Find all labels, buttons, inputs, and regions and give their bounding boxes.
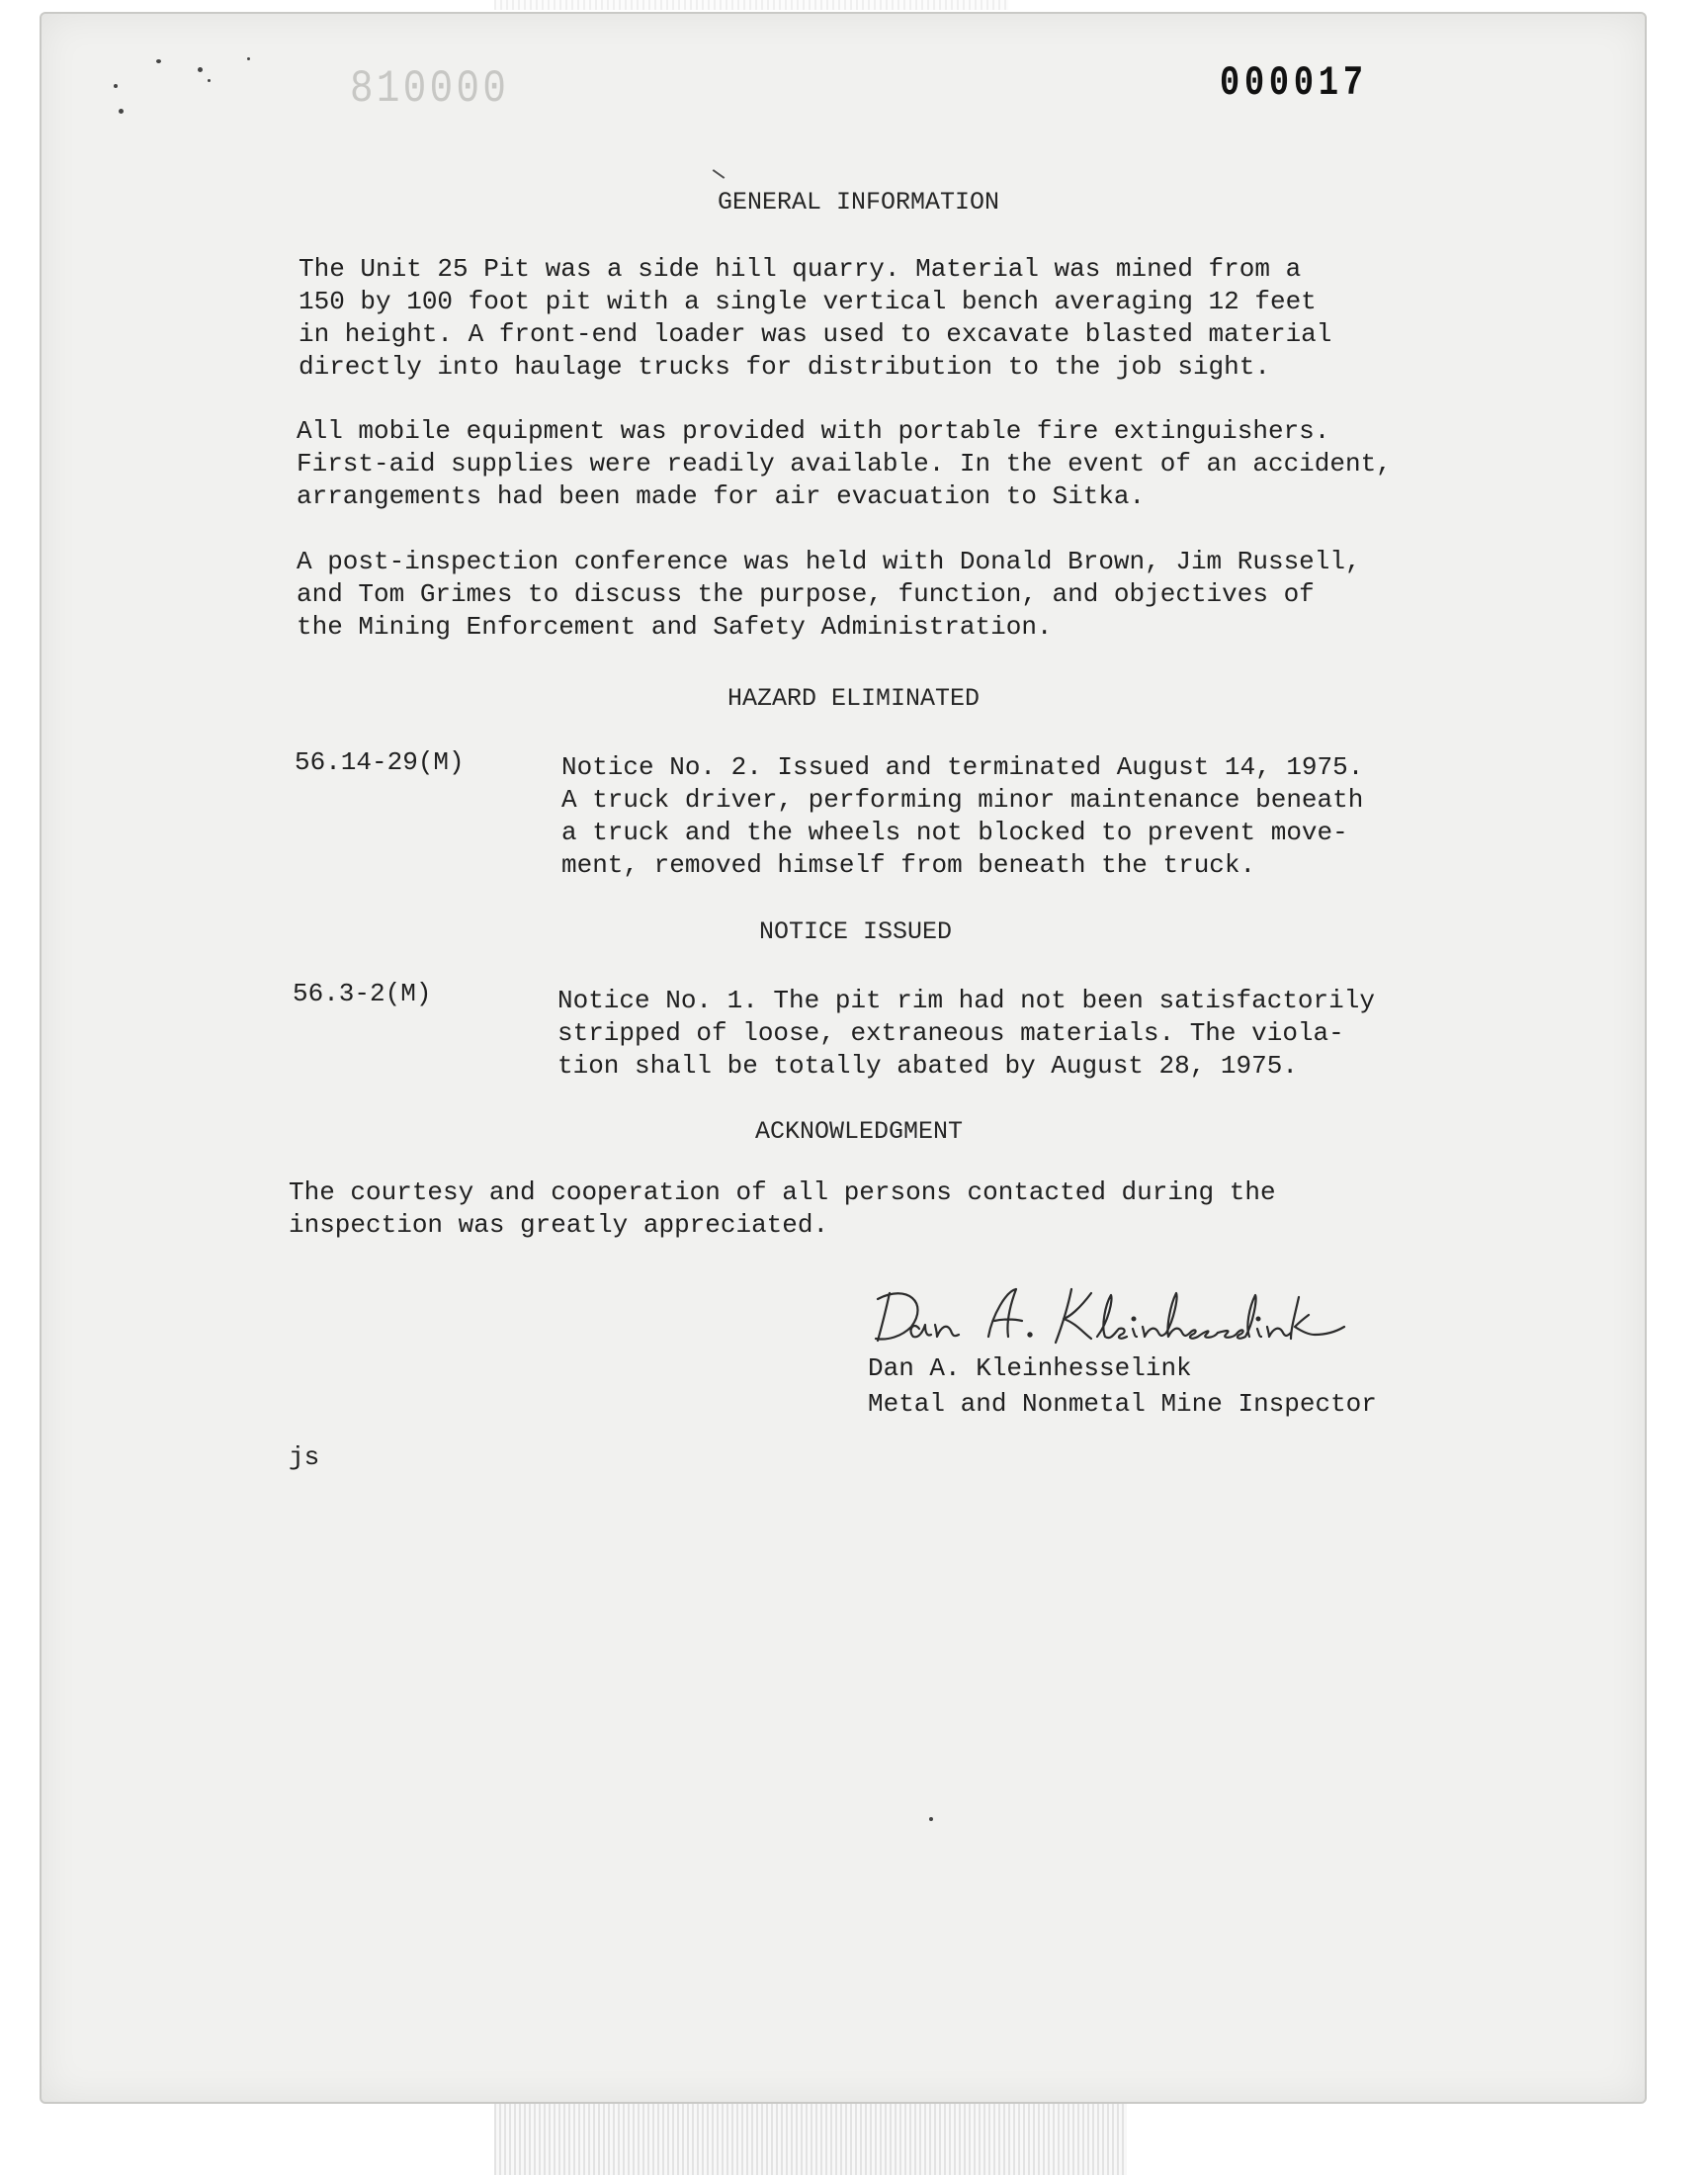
- signatory-name: Dan A. Kleinhesselink: [868, 1353, 1192, 1383]
- heading-hazard-eliminated: HAZARD ELIMINATED: [727, 684, 981, 713]
- paragraph-acknowledgment: [289, 1176, 1276, 1242]
- text-line: All mobile equipment was provided with portable fire extinguishers.: [297, 416, 1330, 446]
- text-line: stripped of loose, extraneous materials. The viola-: [557, 1018, 1344, 1048]
- text-line: and Tom Grimes to discuss the purpose, function, and objectives of: [297, 579, 1315, 609]
- scan-artifact-top: [494, 0, 1008, 10]
- text-line: tion shall be totally abated by August 28, 1975.: [557, 1051, 1298, 1081]
- heading-general-information: GENERAL INFORMATION: [718, 188, 1000, 217]
- text-line: Notice No. 2. Issued and terminated August 14, 1975.: [561, 752, 1364, 782]
- text-line: 150 by 100 foot pit with a single vertical bench averaging 12 feet: [299, 287, 1317, 316]
- text-line: The courtesy and cooperation of all persons contacted during the: [289, 1177, 1276, 1207]
- speck: [929, 1817, 933, 1821]
- text-line: A post-inspection conference was held with Donald Brown, Jim Russell,: [297, 547, 1361, 576]
- text-line: arrangements had been made for air evacuation to Sitka.: [297, 481, 1146, 511]
- speck: [119, 109, 124, 114]
- heading-acknowledgment: ACKNOWLEDGMENT: [755, 1117, 964, 1146]
- text-line: The Unit 25 Pit was a side hill quarry. Material was mined from a: [299, 254, 1302, 284]
- citation-hazard: 56.14-29(M): [295, 747, 465, 777]
- text-line: A truck driver, performing minor maintenance beneath: [561, 785, 1364, 815]
- ghost-page-number: 810000: [350, 63, 510, 115]
- paragraph-equipment: [297, 415, 1392, 513]
- speck: [208, 79, 211, 82]
- paragraph-conference: [297, 546, 1361, 644]
- paragraph-notice: [557, 985, 1375, 1083]
- scan-margin: [1643, 0, 1708, 2175]
- typist-initials: js: [289, 1442, 320, 1472]
- paragraph-site-description: [299, 253, 1331, 384]
- text-line: Notice No. 1. The pit rim had not been satisfactorily: [557, 986, 1375, 1015]
- citation-notice: 56.3-2(M): [293, 979, 432, 1008]
- page-number: 000017: [1220, 59, 1368, 107]
- signatory-title: Metal and Nonmetal Mine Inspector: [868, 1389, 1377, 1419]
- heading-notice-issued: NOTICE ISSUED: [759, 917, 953, 946]
- text-line: the Mining Enforcement and Safety Administration.: [297, 612, 1053, 642]
- text-line: inspection was greatly appreciated.: [289, 1210, 829, 1240]
- text-line: in height. A front-end loader was used to excavate blasted material: [299, 319, 1332, 349]
- text-line: ment, removed himself from beneath the truck.: [561, 850, 1256, 880]
- handwritten-signature: [868, 1275, 1352, 1352]
- text-line: First-aid supplies were readily available. In the event of an accident,: [297, 449, 1392, 478]
- paragraph-hazard-notice: [561, 751, 1363, 882]
- speck: [156, 59, 161, 63]
- speck: [114, 84, 118, 88]
- speck: [198, 67, 203, 72]
- text-line: directly into haulage trucks for distribution to the job sight.: [299, 352, 1270, 382]
- scan-artifact-bottom: [494, 2104, 1127, 2175]
- speck: [247, 57, 250, 60]
- text-line: a truck and the wheels not blocked to prevent move-: [561, 818, 1348, 847]
